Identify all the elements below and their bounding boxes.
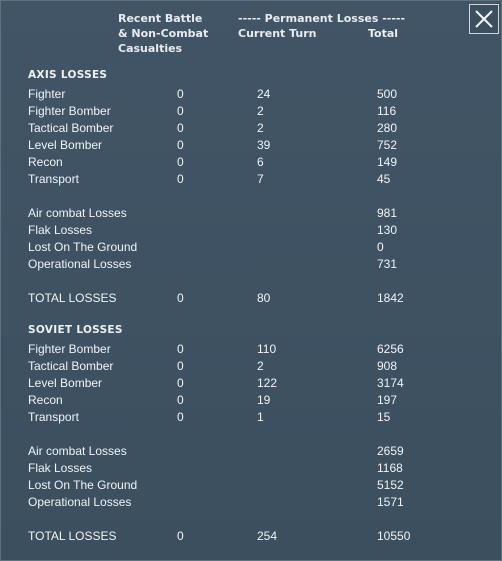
row-total: 731 [377, 257, 398, 271]
row-label: Recon [28, 155, 63, 169]
close-x-icon [474, 9, 494, 29]
row-total: 45 [377, 172, 391, 186]
header-recent-line1: Recent Battle [118, 12, 203, 25]
row-recent: 0 [177, 291, 184, 305]
header-recent-line3: Casualties [118, 42, 183, 55]
row-label: Operational Losses [28, 257, 132, 271]
row-label: Air combat Losses [28, 444, 127, 458]
row-total: 2659 [377, 444, 404, 458]
row-current-turn: 2 [257, 121, 264, 135]
row-total: 149 [377, 155, 398, 169]
header-total: Total [368, 27, 399, 40]
row-total: 500 [377, 87, 398, 101]
soviet-cause-row [1, 477, 501, 494]
row-label: Fighter Bomber [28, 342, 111, 356]
row-label: Flak Losses [28, 461, 93, 475]
header-permanent-losses: ----- Permanent Losses ----- [238, 12, 406, 25]
row-current-turn: 254 [257, 529, 278, 543]
axis-losses-title: AXIS LOSSES [28, 69, 108, 81]
header-recent-line2: & Non-Combat [118, 27, 209, 40]
row-total: 0 [377, 240, 384, 254]
row-label: Operational Losses [28, 495, 132, 509]
row-total: 908 [377, 359, 398, 373]
soviet-cause-row [1, 443, 501, 460]
header-current-turn: Current Turn [238, 27, 317, 40]
row-total: 197 [377, 393, 398, 407]
row-label: Air combat Losses [28, 206, 127, 220]
axis-aircraft-row [1, 154, 501, 171]
row-total: 5152 [377, 478, 404, 492]
row-recent: 0 [177, 393, 184, 407]
row-total: 1842 [377, 291, 404, 305]
row-total: 3174 [377, 376, 404, 390]
row-label: Level Bomber [28, 138, 103, 152]
row-recent: 0 [177, 529, 184, 543]
row-total: 116 [377, 104, 397, 118]
row-current-turn: 2 [257, 359, 264, 373]
row-recent: 0 [177, 155, 184, 169]
row-label: Lost On The Ground [28, 240, 138, 254]
row-label: Tactical Bomber [28, 359, 114, 373]
axis-cause-row [1, 239, 501, 256]
soviet-aircraft-row [1, 392, 501, 409]
axis-aircraft-row [1, 137, 501, 154]
row-recent: 0 [177, 410, 184, 424]
row-total: 1571 [377, 495, 404, 509]
row-total: 10550 [377, 529, 411, 543]
row-current-turn: 110 [257, 342, 277, 356]
axis-cause-row [1, 256, 501, 273]
row-total: 15 [377, 410, 391, 424]
row-current-turn: 19 [257, 393, 271, 407]
row-recent: 0 [177, 376, 184, 390]
soviet-aircraft-row [1, 358, 501, 375]
row-label: Fighter [28, 87, 66, 101]
row-recent: 0 [177, 172, 184, 186]
row-label: Flak Losses [28, 223, 93, 237]
row-total: 280 [377, 121, 398, 135]
axis-total-losses-row [1, 290, 501, 307]
row-current-turn: 6 [257, 155, 264, 169]
row-total: 1168 [377, 461, 403, 475]
axis-aircraft-row [1, 120, 501, 137]
close-button[interactable] [469, 4, 499, 34]
row-label: Recon [28, 393, 63, 407]
soviet-aircraft-row [1, 409, 501, 426]
row-current-turn: 24 [257, 87, 271, 101]
row-label: Fighter Bomber [28, 104, 111, 118]
soviet-aircraft-row [1, 375, 501, 392]
axis-aircraft-row [1, 86, 501, 103]
row-current-turn: 1 [257, 410, 264, 424]
axis-aircraft-row [1, 171, 501, 188]
axis-cause-row [1, 205, 501, 222]
row-current-turn: 7 [257, 172, 264, 186]
soviet-aircraft-row [1, 341, 501, 358]
row-recent: 0 [177, 87, 184, 101]
row-recent: 0 [177, 104, 184, 118]
row-total: 752 [377, 138, 398, 152]
row-recent: 0 [177, 359, 184, 373]
row-current-turn: 2 [257, 104, 264, 118]
row-recent: 0 [177, 121, 184, 135]
row-label: TOTAL LOSSES [28, 529, 117, 543]
row-total: 981 [377, 206, 398, 220]
axis-cause-row [1, 222, 501, 239]
row-recent: 0 [177, 138, 184, 152]
row-label: Transport [28, 172, 79, 186]
axis-aircraft-row [1, 103, 501, 120]
row-total: 6256 [377, 342, 404, 356]
row-label: Tactical Bomber [28, 121, 114, 135]
row-current-turn: 39 [257, 138, 271, 152]
soviet-losses-title: SOVIET LOSSES [28, 324, 123, 336]
row-label: TOTAL LOSSES [28, 291, 117, 305]
row-label: Lost On The Ground [28, 478, 138, 492]
soviet-cause-row [1, 460, 501, 477]
row-label: Level Bomber [28, 376, 103, 390]
row-recent: 0 [177, 342, 184, 356]
row-total: 130 [377, 223, 398, 237]
soviet-total-losses-row [1, 528, 501, 545]
row-current-turn: 122 [257, 376, 278, 390]
row-label: Transport [28, 410, 79, 424]
row-current-turn: 80 [257, 291, 271, 305]
soviet-cause-row [1, 494, 501, 511]
